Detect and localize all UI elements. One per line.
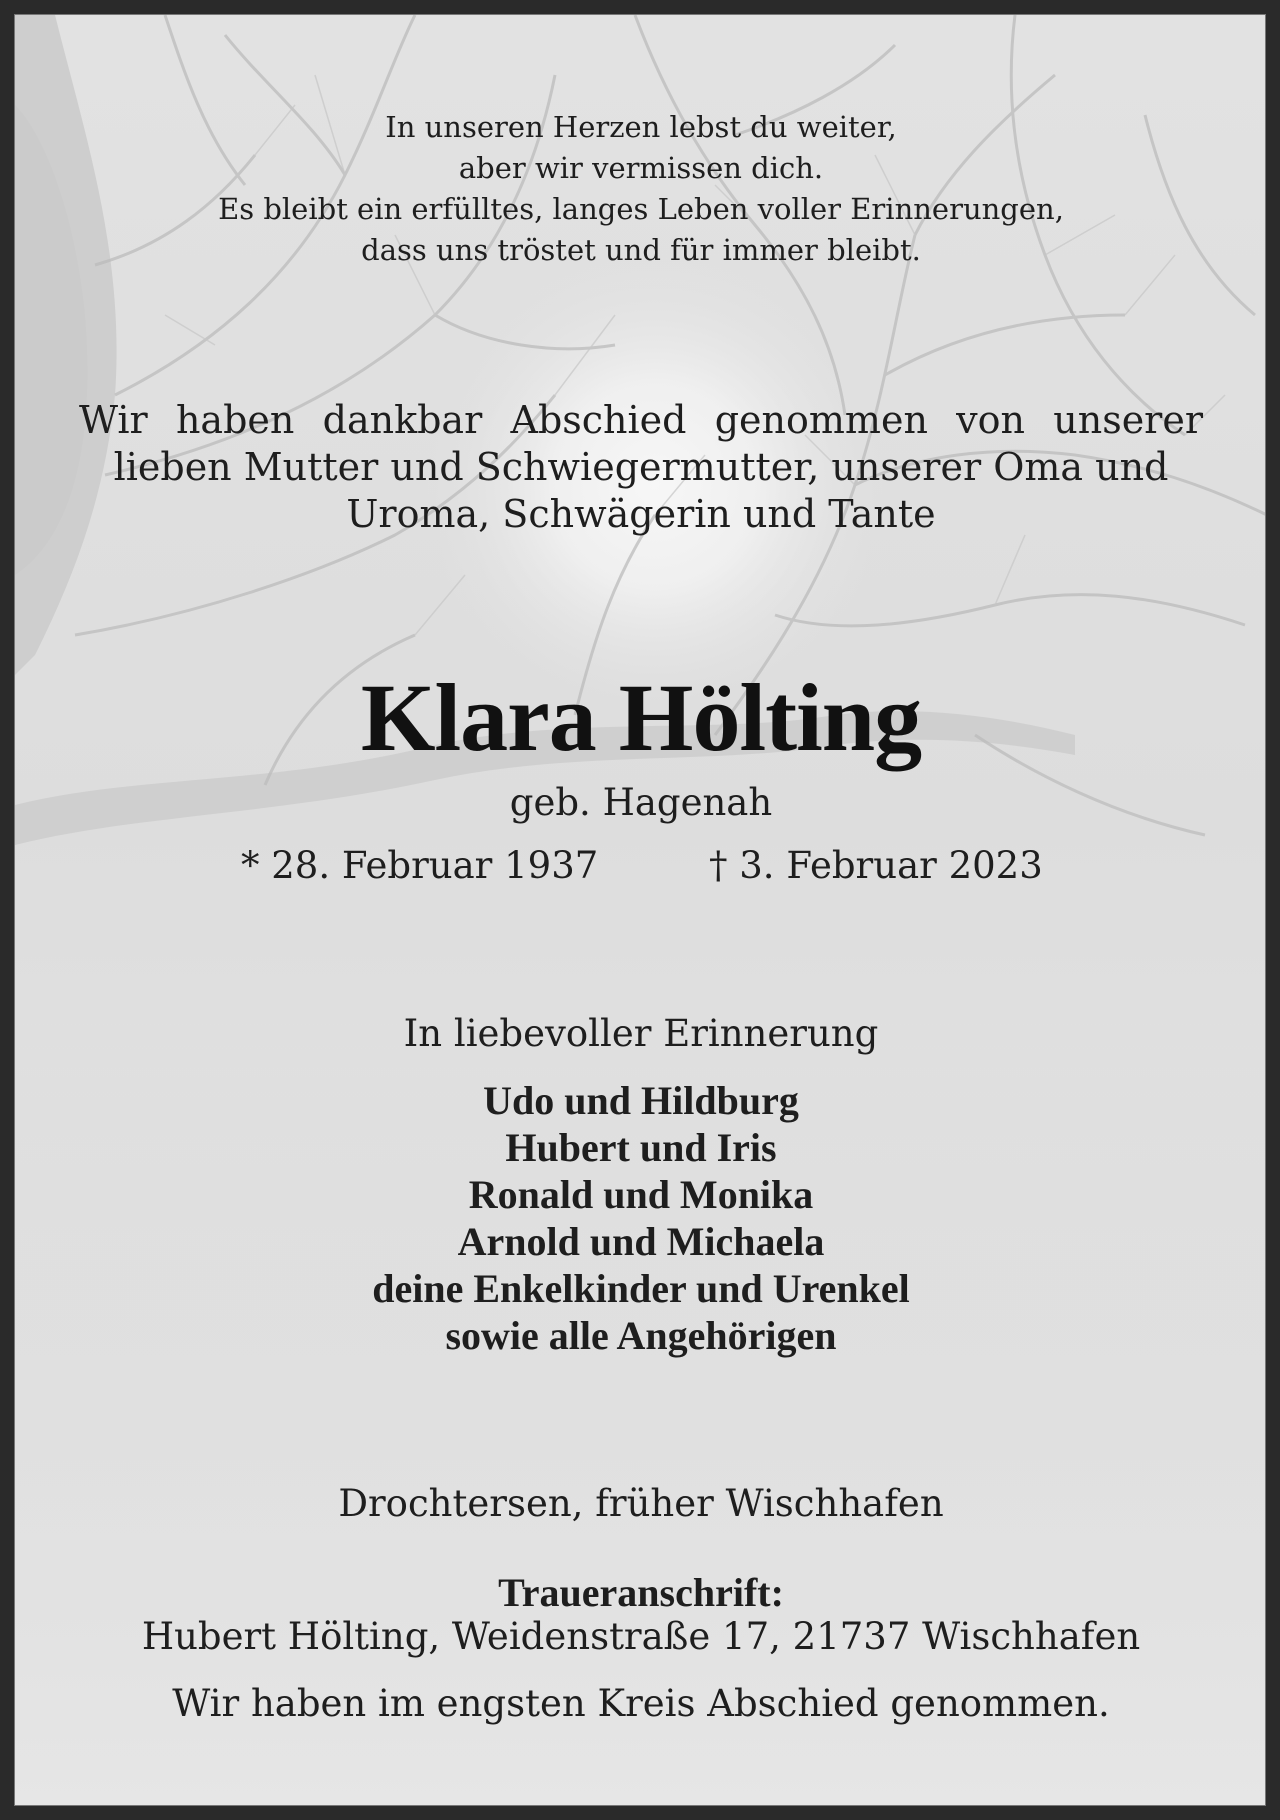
obituary-content bbox=[15, 15, 1266, 1806]
obituary-notice bbox=[14, 14, 1266, 1806]
mourner-line-1: Udo und Hildburg bbox=[483, 1078, 799, 1123]
verse-line-1: In unseren Herzen lebst du weiter, bbox=[385, 110, 897, 144]
remembrance-heading: In liebevoller Erinnerung bbox=[403, 1012, 879, 1055]
place-line: Drochtersen, früher Wischhafen bbox=[338, 1482, 944, 1525]
farewell-line-2: lieben Mutter und Schwiegermutter, unserer Oma und bbox=[113, 445, 1169, 489]
mourner-line-4: Arnold und Michaela bbox=[457, 1219, 825, 1264]
birth-name: geb. Hagenah bbox=[509, 781, 773, 824]
mourner-line-3: Ronald und Monika bbox=[468, 1172, 814, 1217]
verse-line-4: dass uns tröstet und für immer bleibt. bbox=[361, 233, 921, 267]
mourner-line-5: deine Enkelkinder und Urenkel bbox=[372, 1266, 910, 1311]
verse-line-3: Es bleibt ein erfülltes, langes Leben voller Erinnerungen, bbox=[218, 192, 1064, 226]
deceased-name: Klara Hölting bbox=[360, 664, 922, 771]
mourner-line-2: Hubert und Iris bbox=[505, 1125, 777, 1170]
death-date: † 3. Februar 2023 bbox=[709, 844, 1043, 887]
farewell-line-1: Wir haben dankbar Abschied genommen von unserer bbox=[79, 398, 1203, 442]
mourning-address-label: Traueranschrift: bbox=[498, 1570, 784, 1615]
farewell-text bbox=[79, 397, 1203, 538]
closing-note: Wir haben im engsten Kreis Abschied genommen. bbox=[172, 1682, 1110, 1725]
verse-line-2: aber wir vermissen dich. bbox=[458, 151, 824, 185]
mourner-line-6: sowie alle Angehörigen bbox=[445, 1313, 837, 1358]
mourning-address: Hubert Hölting, Weidenstraße 17, 21737 Wischhafen bbox=[141, 1615, 1141, 1658]
birth-date: * 28. Februar 1937 bbox=[241, 844, 599, 887]
farewell-line-3: Uroma, Schwägerin und Tante bbox=[346, 492, 936, 536]
